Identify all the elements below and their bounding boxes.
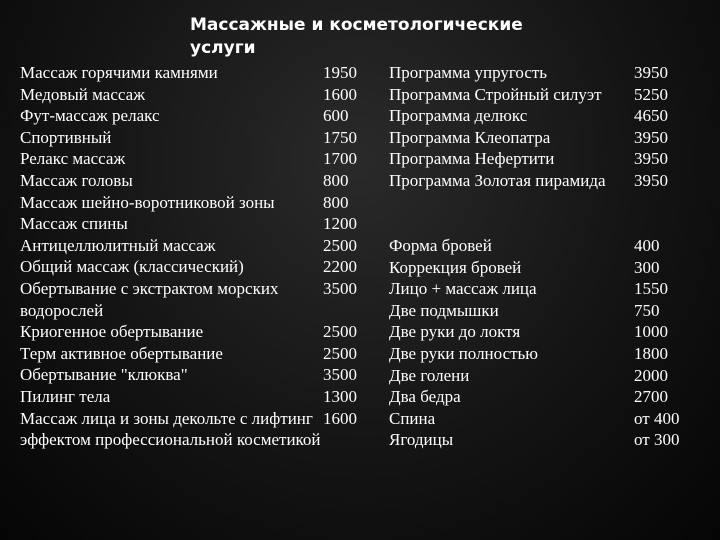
service-name: Терм активное обертывание	[20, 343, 223, 363]
service-price: 800	[323, 192, 349, 212]
service-name: Антицеллюлитный массаж	[20, 235, 216, 255]
service-name: Массаж спины	[20, 214, 128, 234]
massage-row	[20, 84, 365, 106]
massage-row	[20, 321, 365, 343]
page-title: Массажные и косметологические услуги	[190, 15, 523, 58]
service-price: 3950	[634, 170, 668, 190]
service-price: 3500	[323, 278, 357, 298]
massage-row	[20, 170, 365, 192]
service-price: 1200	[323, 214, 357, 234]
service-name: Пилинг тела	[20, 386, 111, 406]
cosmetic-row	[389, 343, 689, 365]
massage-row	[20, 127, 365, 149]
service-name: Фут-массаж релакс	[20, 106, 160, 126]
program-row	[389, 127, 689, 149]
service-price: 2500	[323, 235, 357, 255]
cosmetic-row	[389, 321, 689, 343]
service-name: Две руки полностью	[389, 343, 539, 363]
massage-row	[20, 278, 365, 321]
service-price: 4650	[634, 106, 668, 126]
cosmetic-price-list	[389, 235, 689, 451]
program-row	[389, 84, 689, 106]
service-price: 2500	[323, 343, 357, 363]
service-price: 3950	[634, 63, 668, 82]
service-price: 300	[634, 257, 660, 277]
massage-row	[20, 364, 365, 386]
service-name: Медовый массаж	[20, 84, 145, 104]
massage-row	[20, 256, 365, 278]
service-name: Общий массаж (классический)	[20, 257, 244, 277]
service-price: 1800	[634, 343, 668, 363]
massage-row	[20, 213, 365, 235]
service-name: Релакс массаж	[20, 149, 126, 169]
service-name: Форма бровей	[389, 236, 492, 255]
cosmetic-row	[389, 386, 689, 408]
service-name: Спортивный	[20, 127, 112, 147]
service-price: 3950	[634, 149, 668, 169]
massage-row	[20, 105, 365, 127]
service-name: Две руки до локтя	[389, 322, 521, 342]
service-price: от 400	[634, 408, 680, 428]
service-name: Обертывание "клюква"	[20, 365, 188, 385]
service-price: 1300	[323, 386, 357, 406]
service-price: 1700	[323, 149, 357, 169]
service-price: 2700	[634, 387, 668, 407]
service-name: Обертывание с экстрактом морских водорослей	[20, 278, 283, 320]
service-name: Две подмышки	[389, 300, 499, 320]
service-name: Криогенное обертывание	[20, 322, 204, 342]
cosmetic-row	[389, 278, 689, 300]
cosmetic-row	[389, 257, 689, 279]
massage-row	[20, 343, 365, 365]
massage-row	[20, 408, 365, 451]
service-name: Программа Нефертити	[389, 149, 555, 169]
massage-row	[20, 192, 365, 214]
program-price-list	[389, 62, 689, 192]
cosmetic-row	[389, 365, 689, 387]
service-price: от 300	[634, 430, 680, 450]
service-name: Массаж лица и зоны декольте с лифтинг эффектом профессиональной косметикой	[20, 408, 321, 450]
service-name: Спина	[389, 408, 436, 428]
service-price: 5250	[634, 84, 668, 104]
program-row	[389, 148, 689, 170]
massage-row	[20, 62, 365, 84]
service-name: Коррекция бровей	[389, 257, 522, 277]
service-name: Два бедра	[389, 387, 461, 407]
massage-price-list	[20, 62, 365, 451]
service-price: 400	[634, 236, 660, 255]
service-price: 800	[323, 170, 349, 190]
cosmetic-row	[389, 429, 689, 451]
service-name: Программа Золотая пирамида	[389, 170, 606, 190]
service-price: 600	[323, 106, 349, 126]
massage-row	[20, 148, 365, 170]
program-row	[389, 105, 689, 127]
service-price: 750	[634, 300, 660, 320]
service-price: 2500	[323, 322, 357, 342]
service-name: Программа Стройный силуэт	[389, 84, 602, 104]
service-name: Две голени	[389, 365, 470, 385]
service-name: Программа Клеопатра	[389, 127, 551, 147]
service-name: Программа делюкс	[389, 106, 528, 126]
massage-row	[20, 235, 365, 257]
service-price: 3500	[323, 365, 357, 385]
service-name: Программа упругость	[389, 63, 548, 82]
service-price: 2000	[634, 365, 668, 385]
cosmetic-row	[389, 235, 689, 257]
service-name: Массаж горячими камнями	[20, 63, 218, 82]
service-price: 1750	[323, 127, 357, 147]
service-price: 1950	[323, 63, 357, 82]
program-row	[389, 170, 689, 192]
service-price: 1000	[634, 322, 668, 342]
service-price: 3950	[634, 127, 668, 147]
service-name: Ягодицы	[389, 430, 454, 450]
massage-row	[20, 386, 365, 408]
program-row	[389, 62, 689, 84]
cosmetic-row	[389, 408, 689, 430]
cosmetic-row	[389, 300, 689, 322]
service-name: Массаж головы	[20, 170, 133, 190]
service-price: 1600	[323, 84, 357, 104]
service-price: 1600	[323, 408, 357, 428]
service-name: Массаж шейно-воротниковой зоны	[20, 192, 275, 212]
service-price: 2200	[323, 257, 357, 277]
service-name: Лицо + массаж лица	[389, 279, 537, 299]
service-price: 1550	[634, 279, 668, 299]
